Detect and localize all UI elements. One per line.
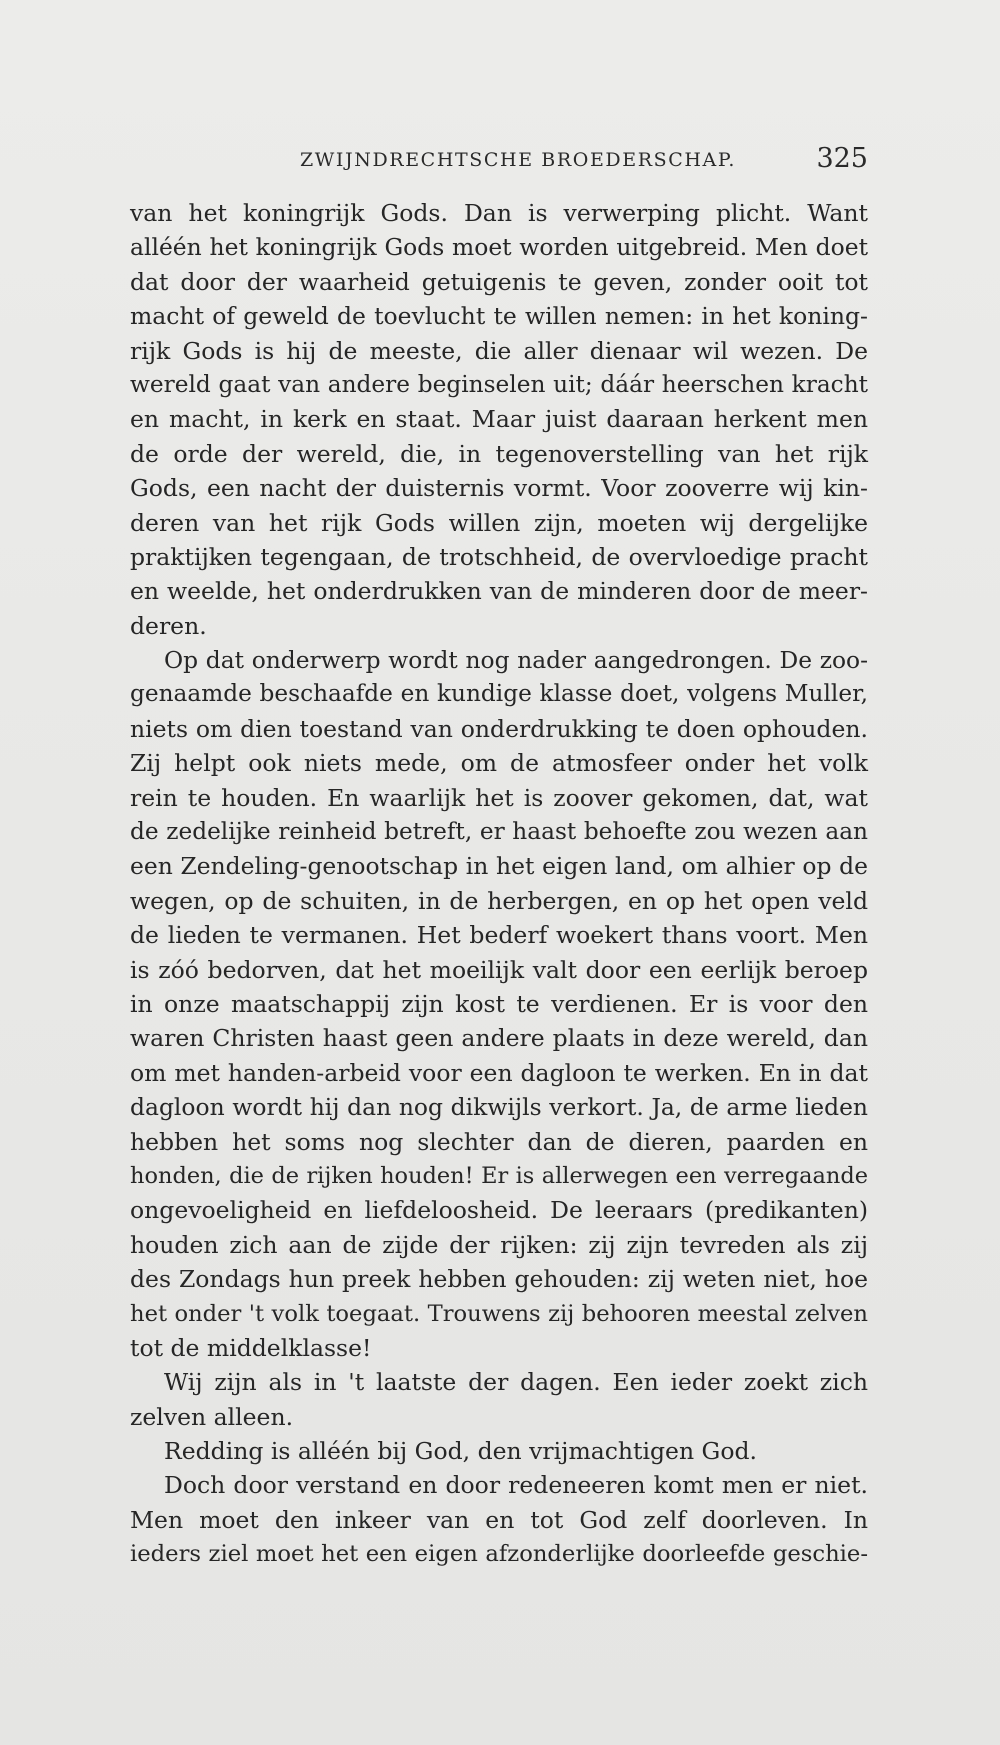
- text-line: rein te houden. En waarlijk het is zoover gekomen, dat, wat: [130, 783, 868, 812]
- text-line: en macht, in kerk en staat. Maar juist daaraan herkent men: [130, 405, 868, 434]
- text-line: de lieden te vermanen. Het bederf woekert thans voort. Men: [130, 921, 868, 950]
- text-line: wereld gaat van andere beginselen uit; dáár heerschen kracht: [130, 370, 868, 398]
- text-line: waren Christen haast geen andere plaats in deze wereld, dan: [130, 1024, 868, 1053]
- text-line: Redding is alléén bij God, den vrijmachtigen God.: [164, 1437, 757, 1466]
- text-line: Gods, een nacht der duisternis vormt. Voor zooverre wij kin-: [130, 474, 868, 503]
- text-line: tot de middelklasse!: [130, 1333, 372, 1362]
- text-line: deren van het rijk Gods willen zijn, moeten wij dergelijke: [130, 508, 868, 537]
- text-line: het onder 't volk toegaat. Trouwens zij behooren meestal zelven: [130, 1300, 868, 1327]
- text-line: niets om dien toestand van onderdrukking te doen ophouden.: [130, 714, 868, 743]
- text-line: Men moet den inkeer van en tot God zelf doorleven. In: [130, 1505, 868, 1534]
- text-line: om met handen-arbeid voor een dagloon te werken. En in dat: [130, 1058, 868, 1087]
- text-line: des Zondags hun preek hebben gehouden: zij weten niet, hoe: [130, 1265, 868, 1294]
- text-line: houden zich aan de zijde der rijken: zij zijn tevreden als zij: [130, 1230, 868, 1259]
- running-head: ZWIJNDRECHTSCHE BROEDERSCHAP.: [300, 149, 737, 171]
- text-line: Wij zijn als in 't laatste der dagen. Een ieder zoekt zich: [164, 1368, 868, 1397]
- text-line: zelven alleen.: [130, 1402, 294, 1431]
- text-line: Doch door verstand en door redeneeren komt men er niet.: [164, 1471, 868, 1500]
- text-line: macht of geweld de toevlucht te willen nemen: in het koning-: [130, 302, 868, 331]
- text-line: dat door der waarheid getuigenis te geven, zonder ooit tot: [130, 267, 868, 296]
- text-line: deren.: [130, 611, 207, 640]
- text-line: praktijken tegengaan, de trotschheid, de overvloedige pracht: [130, 542, 868, 571]
- text-line: van het koningrijk Gods. Dan is verwerping plicht. Want: [130, 199, 868, 227]
- text-line: Op dat onderwerp wordt nog nader aangedrongen. De zoo-: [164, 646, 868, 675]
- page-header: [130, 143, 868, 177]
- text-line: ieders ziel moet het een eigen afzonderlijke doorleefde geschie-: [130, 1541, 868, 1568]
- text-line: Zij helpt ook niets mede, om de atmosfeer onder het volk: [130, 749, 868, 778]
- text-line: honden, die de rijken houden! Er is allerwegen een verregaande: [130, 1162, 868, 1189]
- text-line: rijk Gods is hij de meeste, die aller dienaar wil wezen. De: [130, 336, 868, 365]
- text-line: de zedelijke reinheid betreft, er haast behoefte zou wezen aan: [130, 818, 868, 846]
- text-line: is zóó bedorven, dat het moeilijk valt door een eerlijk beroep: [130, 955, 868, 984]
- text-line: dagloon wordt hij dan nog dikwijls verkort. Ja, de arme lieden: [130, 1093, 868, 1122]
- text-line: genaamde beschaafde en kundige klasse doet, volgens Muller,: [130, 680, 868, 708]
- text-line: alléén het koningrijk Gods moet worden uitgebreid. Men doet: [130, 233, 868, 262]
- page-number: 325: [816, 143, 868, 174]
- text-line: in onze maatschappij zijn kost te verdienen. Er is voor den: [130, 989, 868, 1018]
- body-text: [130, 196, 868, 1572]
- text-line: de orde der wereld, die, in tegenoverstelling van het rijk: [130, 439, 868, 468]
- text-line: en weelde, het onderdrukken van de minderen door de meer-: [130, 577, 868, 606]
- text-line: wegen, op de schuiten, in de herbergen, en op het open veld: [130, 886, 868, 915]
- text-line: hebben het soms nog slechter dan de dieren, paarden en: [130, 1127, 868, 1156]
- text-line: ongevoeligheid en liefdeloosheid. De leeraars (predikanten): [130, 1196, 868, 1225]
- text-line: een Zendeling-genootschap in het eigen land, om alhier op de: [130, 852, 868, 881]
